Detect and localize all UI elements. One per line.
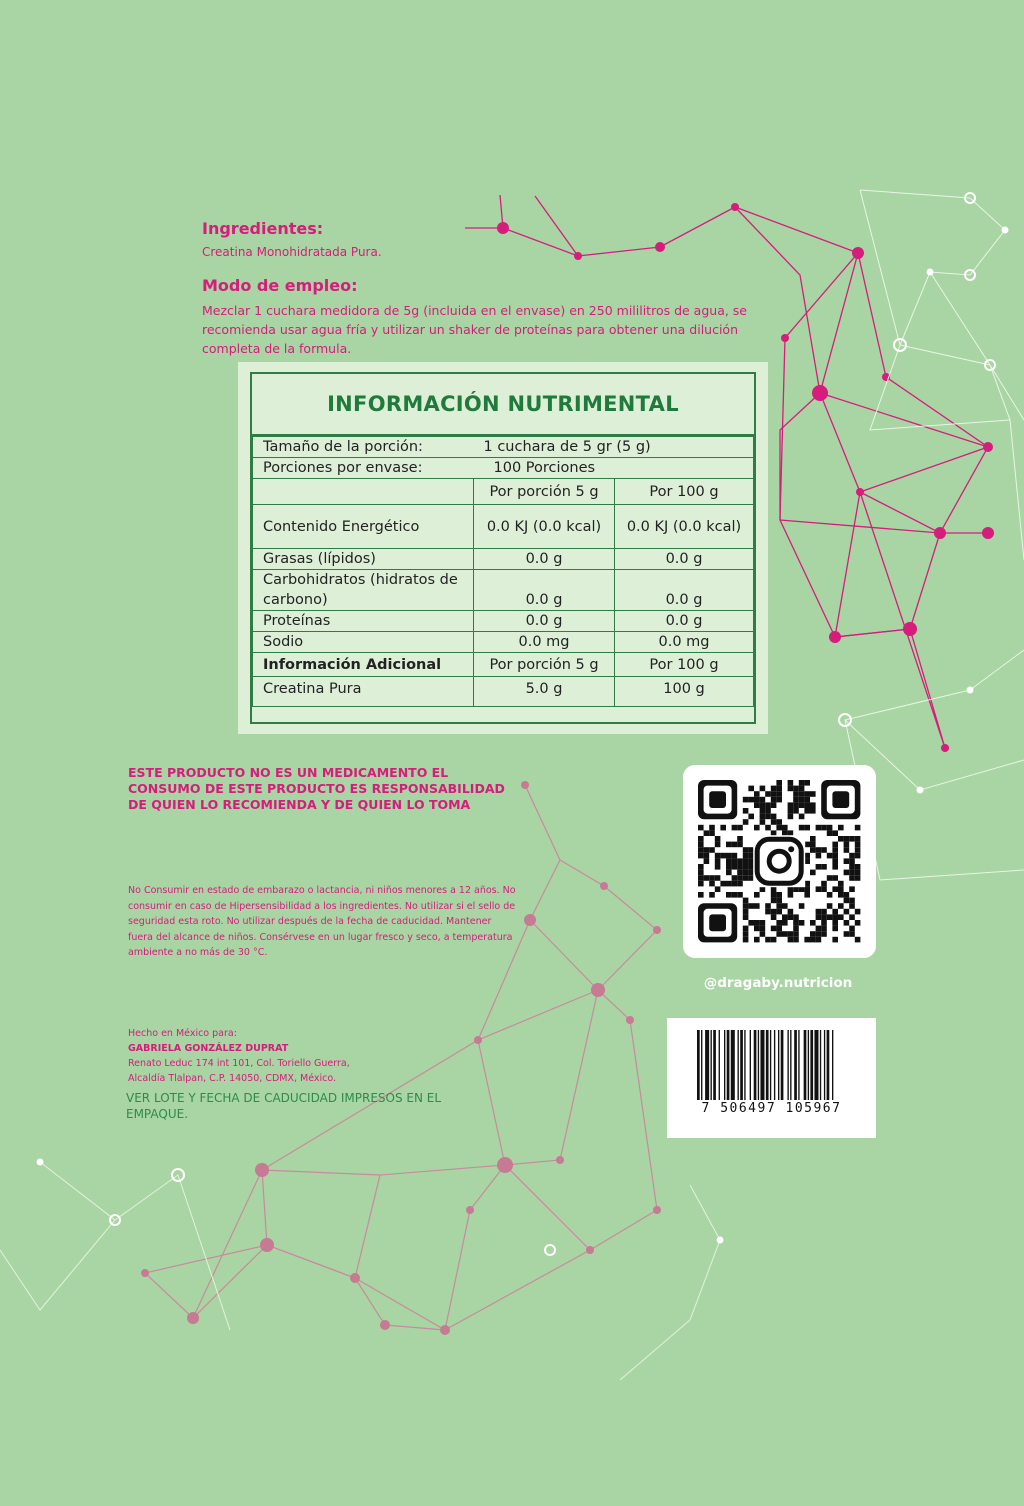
barcode	[667, 1018, 876, 1138]
address-line: Alcaldía Tlalpan, C.P. 14050, CDMX, México.	[128, 1073, 337, 1084]
nutrient-per100: 0.0 g	[615, 549, 754, 570]
table-row	[253, 611, 754, 632]
serving-value: 1 cuchara de 5 gr (5 g)	[474, 437, 754, 458]
servings-label: Porciones por envase:	[253, 458, 474, 479]
nutrient-portion: 0.0 g	[474, 549, 615, 570]
manufacturer-block	[128, 1026, 508, 1086]
lot-note: VER LOTE Y FECHA DE CADUCIDAD IMPRESOS EN EL EMPAQUE.	[126, 1091, 442, 1121]
creatine-name: Creatina Pura	[253, 677, 474, 707]
barcode-number: 7 506497 105967	[701, 1101, 842, 1116]
qr-code[interactable]	[683, 765, 876, 958]
nutrient-portion: 0.0 mg	[474, 632, 615, 653]
nutrient-name: Contenido Energético	[253, 505, 474, 549]
nutrient-portion: 0.0 g	[474, 611, 615, 632]
creatine-portion: 5.0 g	[474, 677, 615, 707]
nutrient-name: Grasas (lípidos)	[253, 549, 474, 570]
nutrient-per100: 0.0 g	[615, 611, 754, 632]
barcode-bars	[667, 1018, 876, 1108]
usage-title: Modo de empleo:	[202, 276, 358, 295]
nutrition-title: INFORMACIÓN NUTRIMENTAL	[252, 374, 754, 436]
table-row	[253, 458, 754, 479]
table-row	[253, 653, 754, 677]
made-in-intro: Hecho en México para:	[128, 1028, 237, 1039]
nutrient-portion: 0.0 KJ (0.0 kcal)	[474, 505, 615, 549]
table-row	[253, 479, 754, 505]
nutrient-per100: 0.0 g	[615, 570, 754, 611]
nutrition-table	[252, 436, 754, 707]
additional-col-100g: Por 100 g	[615, 653, 754, 677]
ingredients-title: Ingredientes:	[202, 219, 324, 238]
table-row	[253, 437, 754, 458]
nutrient-per100: 0.0 mg	[615, 632, 754, 653]
servings-value: 100 Porciones	[474, 458, 754, 479]
instagram-icon	[753, 835, 805, 887]
address-line: Renato Leduc 174 int 101, Col. Toriello Guerra,	[128, 1058, 350, 1069]
table-row	[253, 677, 754, 707]
nutrient-per100: 0.0 KJ (0.0 kcal)	[615, 505, 754, 549]
table-cell	[253, 479, 474, 505]
company-name: GABRIELA GONZÁLEZ DUPRAT	[128, 1043, 289, 1054]
serving-label: Tamaño de la porción:	[253, 437, 474, 458]
additional-info-label: Información Adicional	[253, 653, 474, 677]
table-row	[253, 632, 754, 653]
nutrient-name: Sodio	[253, 632, 474, 653]
warning-text: ESTE PRODUCTO NO ES UN MEDICAMENTO EL CONSUMO DE ESTE PRODUCTO ES RESPONSABILIDAD DE QUIEN LO RECOMIENDA Y DE QUIEN LO TOMA	[128, 765, 505, 812]
nutrition-panel	[238, 362, 768, 734]
nutrient-name: Proteínas	[253, 611, 474, 632]
nutrition-table-frame	[250, 372, 756, 724]
instagram-handle: @dragaby.nutricion	[703, 975, 853, 991]
creatine-per100: 100 g	[615, 677, 754, 707]
table-row	[253, 505, 754, 549]
nutrient-portion: 0.0 g	[474, 570, 615, 611]
legal-text: No Consumir en estado de embarazo o lactancia, ni niños menores a 12 años. No consumir en caso de Hipersensibilidad a los ingredientes. No utilizar si el sello de seguridad esta roto. No utilizar después de la fecha de caducidad. Mantener fuera del alcance de niños. Consérvese en un lugar fresco y seco, a temperatura ambiente a no más de 30 °C.	[128, 885, 516, 958]
usage-text: Mezclar 1 cuchara medidora de 5g (incluida en el envase) en 250 mililitros de agua, se recomienda usar agua fría y utilizar un shaker de proteínas para obtener una dilución completa de la formula.	[202, 303, 748, 356]
column-header-100g: Por 100 g	[615, 479, 754, 505]
column-header-portion: Por porción 5 g	[474, 479, 615, 505]
qr-pattern	[683, 765, 876, 958]
ingredients-text: Creatina Monohidratada Pura.	[202, 245, 382, 259]
table-row	[253, 549, 754, 570]
additional-col-portion: Por porción 5 g	[474, 653, 615, 677]
table-row	[253, 570, 754, 611]
nutrient-name: Carbohidratos (hidratos de carbono)	[253, 570, 474, 611]
